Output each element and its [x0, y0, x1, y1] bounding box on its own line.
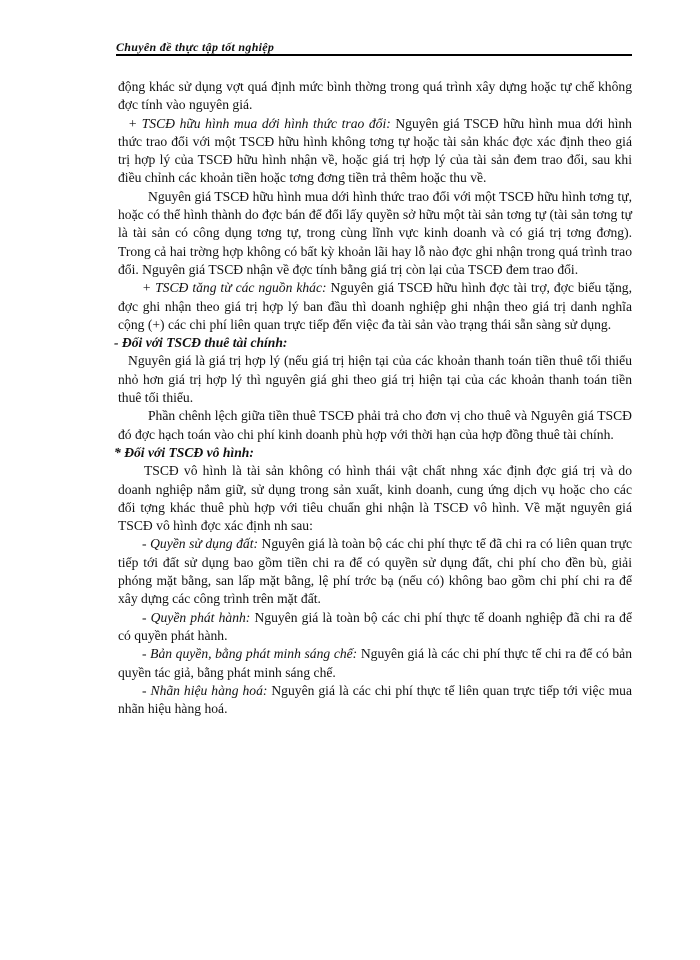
- paragraph-land-use-right: [118, 535, 632, 608]
- section-heading: * Đối với TSCĐ vô hình:: [114, 444, 254, 460]
- paragraph-text: Nguyên giá TSCĐ hữu hình mua dới hình thức trao đổi với một TSCĐ hữu hình tơng tự, hoặc có thể hình thành do đợc bán để đổi lấy quyền sở hữu một tài sản tơng tự (tài sản tơng tự là tài sản có công dụng tơng tự, trong cùng lĩnh vực kinh doanh và có giá trị tơng đơng). Trong cả hai trờng hợp không có bất kỳ khoản lãi hay lỗ nào đợc ghi nhận trong quá trình trao đổi. Nguyên giá TSCĐ nhận về đợc tính bằng giá trị còn lại của TSCĐ đem trao đổi.: [118, 188, 632, 277]
- paragraph-heading: - Nhãn hiệu hàng hoá:: [142, 682, 268, 698]
- paragraph-heading: - Quyền sử dụng đất:: [142, 536, 258, 552]
- paragraph-heading: + TSCĐ hữu hình mua dới hình thức trao đổi:: [128, 115, 391, 131]
- paragraph-text: Nguyên giá là toàn bộ các chi phí thực tế đã chi ra có liên quan trực tiếp tới đất sử dụng bao gồm tiền chi ra để có quyền sử dụng đất, chi phí cho đền bù, giải phóng mặt bằng, san lấp mặt bằng, lệ phí trớc bạ (nếu có) không bao gồm chi phí chi ra để xây dựng các công trình trên mặt đất.: [118, 536, 632, 607]
- paragraph-text: động khác sử dụng vợt quá định mức bình thờng trong quá trình xây dựng hoặc tự chế không đợc tính vào nguyên giá.: [118, 79, 632, 113]
- paragraph-intangible-definition: [118, 462, 632, 535]
- paragraph-other-sources: [118, 279, 632, 334]
- heading-finance-lease: [114, 334, 632, 352]
- paragraph-copyright-patent: [118, 645, 632, 682]
- paragraph-continuation: [118, 78, 632, 115]
- paragraph-trademark: [118, 682, 632, 719]
- header-title: Chuyên đề thực tập tốt nghiệp: [116, 40, 275, 54]
- paragraph-lease-cost: [118, 352, 632, 407]
- paragraph-text: TSCĐ vô hình là tài sản không có hình thái vật chất nhng xác định đợc giá trị và do doanh nghiệp nắm giữ, sử dụng trong sản xuất, kinh doanh, cung ứng dịch vụ hoặc cho các đối tợng khác thuê phù hợp với tiêu chuẩn ghi nhận là TSCĐ vô hình. Về mặt nguyên giá TSCĐ vô hình đợc xác định nh sau:: [118, 463, 632, 534]
- paragraph-heading: + TSCĐ tăng từ các nguồn khác:: [142, 280, 327, 296]
- document-body: [114, 78, 632, 718]
- heading-intangible: [114, 444, 632, 462]
- paragraph-exchange: [118, 115, 632, 188]
- paragraph-text: Nguyên giá TSCĐ hữu hình đợc tài trợ, đợc biếu tặng, đợc ghi nhận theo giá trị hợp lý ban đầu thì doanh nghiệp ghi nhận theo giá trị danh nghĩa cộng (+) các chi phí liên quan trực tiếp đến việc đa tài sản vào trạng thái sẵn sàng sử dụng.: [118, 280, 632, 332]
- paragraph-text: Nguyên giá là toàn bộ các chi phí thực tế doanh nghiệp đã chi ra để có quyền phát hành.: [118, 609, 632, 643]
- paragraph-lease-difference: [118, 407, 632, 444]
- paragraph-text: Nguyên giá là các chi phí thực tế chi ra để có bản quyền tác giả, bằng phát minh sáng chế.: [118, 646, 632, 680]
- section-heading: - Đối với TSCĐ thuê tài chính:: [114, 335, 288, 351]
- page-header: [116, 40, 632, 54]
- paragraph-heading: - Bản quyền, bằng phát minh sáng chế:: [142, 646, 358, 662]
- paragraph-text: Nguyên giá là giá trị hợp lý (nếu giá trị hiện tại của các khoản thanh toán tiền thuê tối thiểu nhỏ hơn giá trị hợp lý thì nguyên giá ghi theo giá trị hiện tại của các khoản thanh toán tiền thuê tối thiểu.: [118, 353, 632, 406]
- paragraph-heading: - Quyền phát hành:: [142, 609, 251, 625]
- paragraph-text: Phần chênh lệch giữa tiền thuê TSCĐ phải trả cho đơn vị cho thuê và Nguyên giá TSCĐ đó đợc hạch toán vào chi phí kinh doanh phù hợp với thời hạn của hợp đồng thuê tài chính.: [118, 408, 632, 442]
- paragraph-issuing-right: [118, 609, 632, 646]
- paragraph-similar-exchange: [118, 188, 632, 279]
- paragraph-text: Nguyên giá TSCĐ hữu hình mua dới hình thức trao đổi với một TSCĐ hữu hình không tơng tự hoặc tài sản khác đợc xác định theo giá trị hợp lý của TSCĐ hữu hình nhận về, hoặc giá trị hợp lý của tài sản đem trao đổi, sau khi điều chỉnh các khoản tiền hoặc tơng đơng tiền trả thêm hoặc thu về.: [118, 115, 632, 186]
- paragraph-text: Nguyên giá là các chi phí thực tế liên quan trực tiếp tới việc mua nhãn hiệu hàng hoá.: [118, 682, 632, 717]
- header-rule: [116, 54, 632, 56]
